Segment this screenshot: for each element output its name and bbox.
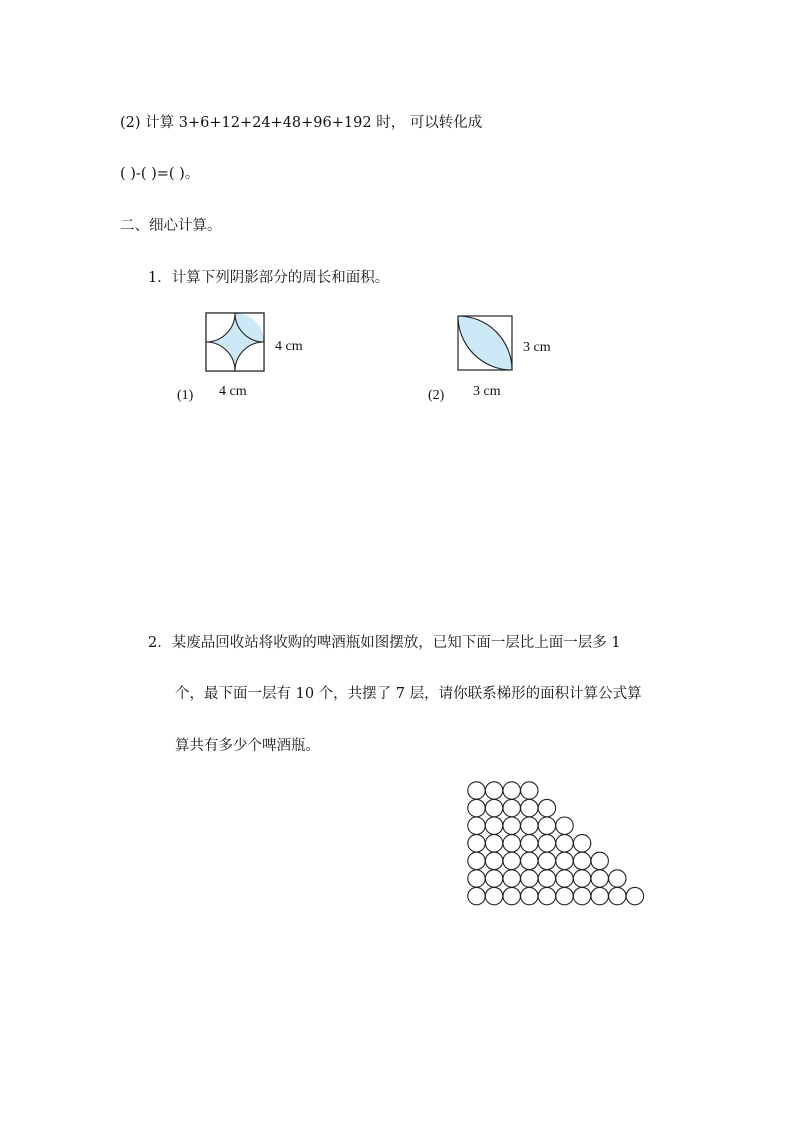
figure-2-drawing xyxy=(457,315,513,371)
bottle-circle xyxy=(485,835,502,852)
figure-1-side-bottom: 4 cm xyxy=(219,384,247,399)
bottle-circle xyxy=(538,835,555,852)
bottle-circle xyxy=(556,817,573,834)
bottle-circle xyxy=(626,887,643,904)
bottle-circle xyxy=(468,870,485,887)
q2-line2-blanks: ( )-( )=( )。 xyxy=(120,166,200,182)
bottle-circle xyxy=(609,887,626,904)
bottle-circle xyxy=(468,852,485,869)
q2-line1: (2) 计算 3+6+12+24+48+96+192 时， 可以转化成 xyxy=(120,115,483,131)
bottle-circle xyxy=(538,887,555,904)
bottle-circle xyxy=(556,870,573,887)
bottle-circle xyxy=(609,870,626,887)
bottle-circle xyxy=(503,799,520,816)
bottle-circle xyxy=(556,835,573,852)
bottle-circle xyxy=(521,852,538,869)
bottle-circle xyxy=(573,870,590,887)
bottle-circle xyxy=(485,870,502,887)
figure-2-side-right: 3 cm xyxy=(523,340,551,355)
figure-1-label: (1) xyxy=(177,388,194,403)
bottle-circle xyxy=(538,799,555,816)
bottle-circle xyxy=(503,852,520,869)
bottle-circle xyxy=(538,870,555,887)
bottle-circle xyxy=(503,782,520,799)
bottle-circle xyxy=(521,887,538,904)
figure-2-side-bottom: 3 cm xyxy=(473,384,501,399)
bottle-circle xyxy=(521,870,538,887)
bottle-stack-diagram xyxy=(460,775,660,920)
figure-1-drawing xyxy=(205,312,265,372)
bottle-circle xyxy=(521,799,538,816)
bottle-circle xyxy=(485,887,502,904)
problem2-line3: 算共有多少个啤酒瓶。 xyxy=(175,738,320,754)
bottle-circle xyxy=(591,887,608,904)
bottle-circle xyxy=(521,817,538,834)
bottle-circle xyxy=(468,799,485,816)
bottle-circle xyxy=(503,887,520,904)
bottle-circle xyxy=(521,782,538,799)
bottle-circle xyxy=(573,887,590,904)
bottle-circle xyxy=(485,799,502,816)
bottle-circle xyxy=(485,817,502,834)
bottle-circle xyxy=(468,835,485,852)
bottle-circle xyxy=(468,782,485,799)
problem1-text: 1．计算下列阴影部分的周长和面积。 xyxy=(148,270,390,286)
problem2-line1: 2．某废品回收站将收购的啤酒瓶如图摆放，已知下面一层比上面一层多 1 xyxy=(148,635,621,651)
bottle-circle xyxy=(468,817,485,834)
section-heading: 二、细心计算。 xyxy=(120,218,222,234)
bottle-circle xyxy=(503,835,520,852)
figure-2-label: (2) xyxy=(428,388,445,403)
bottle-circle xyxy=(573,835,590,852)
figure-1 xyxy=(205,312,265,372)
bottle-circle xyxy=(538,852,555,869)
figure-2 xyxy=(457,315,513,371)
bottle-circle xyxy=(556,887,573,904)
bottle-circle xyxy=(503,870,520,887)
bottle-circle xyxy=(591,852,608,869)
bottle-circle xyxy=(538,817,555,834)
bottle-circle xyxy=(556,852,573,869)
bottle-circle xyxy=(468,887,485,904)
bottle-circle xyxy=(485,852,502,869)
bottle-circle xyxy=(503,817,520,834)
bottle-circle xyxy=(573,852,590,869)
figure-1-side-right: 4 cm xyxy=(275,339,303,354)
bottle-circle xyxy=(591,870,608,887)
bottle-circle xyxy=(485,782,502,799)
bottle-circle xyxy=(521,835,538,852)
problem2-line2: 个，最下面一层有 10 个，共摆了 7 层，请你联系梯形的面积计算公式算 xyxy=(175,686,642,702)
